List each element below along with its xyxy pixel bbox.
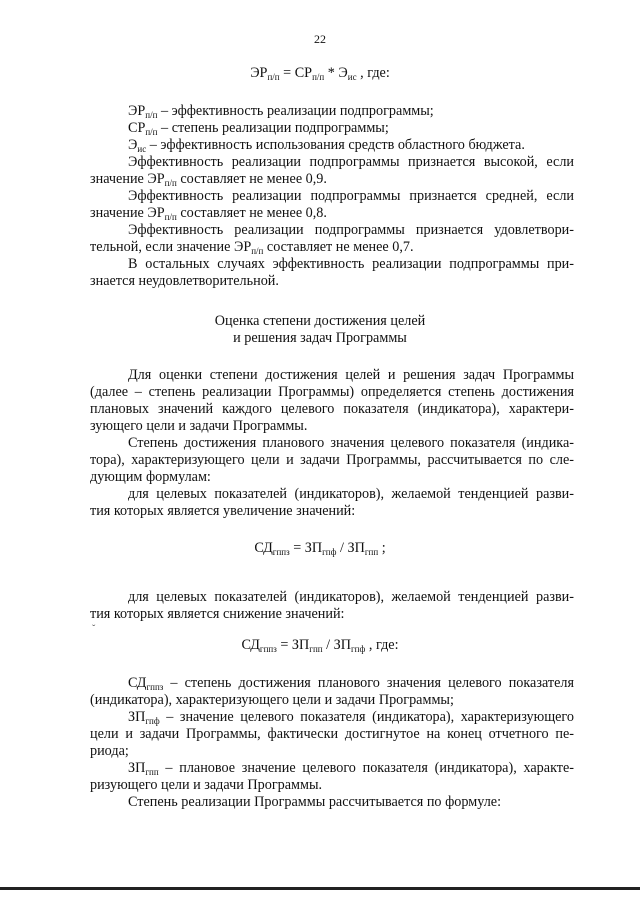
paragraph-decrease-l2: тия которых является снижение значений: (90, 606, 345, 622)
definition-zp-plan-cont: ризующего цели и задачи Программы. (90, 777, 323, 793)
definition-efficiency: $ЭР_{п/п}$ – эффективность реализации подпрограммы; (128, 103, 434, 120)
paragraph-other-cont: знается неудовлетворительной. (90, 273, 279, 289)
bottom-rule (0, 887, 640, 890)
definition-zp-fact: $ЗП_{гпф}$ – значение целевого показателя (индикатора), характеризующего (128, 709, 574, 726)
paragraph-increase: для целевых показателей (индикаторов), желаемой тенденцией разви- (128, 486, 574, 502)
paragraph-high-cont: значение $ЭР_{п/п}$ составляет не менее 0,9. (90, 171, 327, 188)
definition-sd: $СД_{гппз}$ – степень достижения планового значения целевого показателя (128, 675, 574, 692)
paragraph-final: Степень реализации Программы рассчитывается по формуле: (128, 794, 502, 810)
paragraph-other: В остальных случаях эффективность реализации подпрограммы при- (128, 256, 574, 272)
definition-sd-cont: (индикатора), характеризующего цели и задачи Программы; (90, 692, 454, 708)
paragraph-intro-l4: зующего цели и задачи Программы. (90, 418, 308, 434)
page-number: 22 (314, 32, 326, 46)
definition-zp-fact-l3: риода; (90, 743, 129, 759)
paragraph-satisfactory-cont: тельной, если значение $ЭР_{п/п}$ составляет не менее 0,7. (90, 239, 414, 256)
scan-mark: ˇ (92, 624, 96, 635)
section-heading-line2: и решения задач Программы (233, 330, 407, 346)
paragraph-decrease: для целевых показателей (индикаторов), желаемой тенденцией разви- (128, 589, 574, 605)
formula-increase: $СД_{гппз} = ЗП_{гпф} / ЗП_{гпп}$ ; (254, 540, 386, 557)
paragraph-degree-l2: тора), характеризующего цели и задачи Программы, рассчитывается по сле- (90, 452, 574, 468)
paragraph-degree: Степень достижения планового значения целевого показателя (индика- (128, 435, 574, 451)
paragraph-degree-l3: дующим формулам: (90, 469, 211, 485)
paragraph-intro: Для оценки степени достижения целей и решения задач Программы (128, 367, 574, 383)
paragraph-high: Эффективность реализации подпрограммы признается высокой, если (128, 154, 574, 170)
paragraph-intro-l2: (далее – степень реализации Программы) определяется степень достижения (90, 384, 574, 400)
paragraph-medium: Эффективность реализации подпрограммы признается средней, если (128, 188, 574, 204)
paragraph-satisfactory: Эффективность реализации подпрограммы признается удовлетвори- (128, 222, 574, 238)
definition-degree: $СР_{п/п}$ – степень реализации подпрограммы; (128, 120, 389, 137)
formula-decrease: $СД_{гппз} = ЗП_{гпп} / ЗП_{гпф}$ , где: (241, 637, 399, 654)
definition-zp-fact-l2: цели и задачи Программы, фактически достигнутое на конец отчетного пе- (90, 726, 574, 742)
paragraph-intro-l3: плановых значений каждого целевого показателя (индикатора), характери- (90, 401, 574, 417)
paragraph-medium-cont: значение $ЭР_{п/п}$ составляет не менее 0,8. (90, 205, 327, 222)
definition-zp-plan: $ЗП_{гпп}$ – плановое значение целевого показателя (индикатора), характе- (128, 760, 574, 777)
formula-efficiency: $ЭР_{п/п} = СР_{п/п} * Э_{ис}$ , где: (250, 65, 390, 82)
paragraph-increase-l2: тия которых является увеличение значений: (90, 503, 356, 519)
definition-budget: $Э_{ис}$ – эффективность использования средств областного бюджета. (128, 137, 525, 154)
section-heading: Оценка степени достижения целей (214, 313, 426, 329)
